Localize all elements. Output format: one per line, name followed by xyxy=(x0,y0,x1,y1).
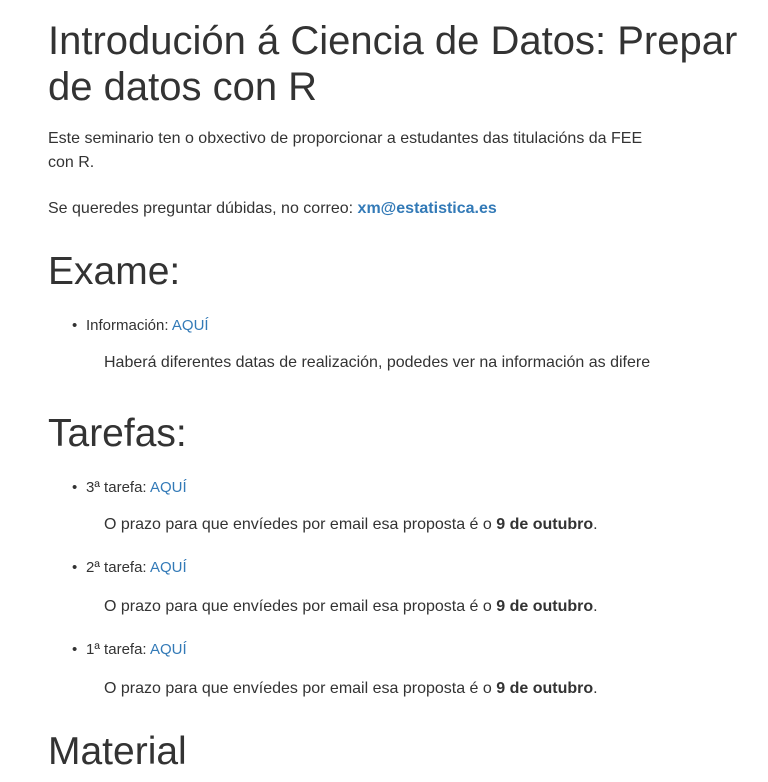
tarefa-3-deadline: 9 de outubro xyxy=(496,516,594,533)
page-title-line-2: de datos con R xyxy=(48,65,318,109)
bullet-icon: • xyxy=(72,641,78,658)
tarefa-3-note-text: O prazo para que envíedes por email esa proposta é o xyxy=(104,516,497,533)
tarefa-1-link[interactable]: AQUÍ xyxy=(149,641,187,658)
tarefa-2-link[interactable]: AQUÍ xyxy=(149,559,187,576)
tarefa-list-item-2 xyxy=(72,558,187,578)
tarefa-3-link[interactable]: AQUÍ xyxy=(149,479,187,496)
contact-text: Se queredes preguntar dúbidas, no correo: xyxy=(48,200,358,217)
intro-paragraph-line-1: Este seminario ten o obxectivo de proporcionar a estudantes das titulacións da FEE xyxy=(48,130,643,147)
tarefa-3-note xyxy=(104,514,598,536)
tarefa-3-label: 3ª tarefa: xyxy=(86,479,150,496)
tarefa-2-deadline: 9 de outubro xyxy=(496,598,594,615)
tarefa-1-note-end: . xyxy=(593,680,598,697)
exame-info-link[interactable]: AQUÍ xyxy=(171,317,209,334)
page-title xyxy=(48,18,768,110)
section-heading-exame: Exame: xyxy=(48,250,181,293)
tarefa-1-note-text: O prazo para que envíedes por email esa proposta é o xyxy=(104,680,497,697)
tarefa-1-label: 1ª tarefa: xyxy=(86,641,150,658)
tarefa-2-note xyxy=(104,596,598,618)
intro-paragraph-line-2: con R. xyxy=(48,154,95,171)
bullet-icon: • xyxy=(72,559,78,576)
section-heading-material: Material xyxy=(48,730,187,773)
tarefa-list-item-3 xyxy=(72,478,187,498)
tarefa-1-note xyxy=(104,678,598,700)
tarefa-2-label: 2ª tarefa: xyxy=(86,559,150,576)
tarefa-1-deadline: 9 de outubro xyxy=(496,680,594,697)
section-heading-tarefas: Tarefas: xyxy=(48,412,187,455)
page-title-line-1: Introdución á Ciencia de Datos: Prepar xyxy=(48,19,738,63)
tarefa-list-item-1 xyxy=(72,640,187,660)
exame-list-item xyxy=(72,316,209,336)
tarefa-2-note-text: O prazo para que envíedes por email esa proposta é o xyxy=(104,598,497,615)
contact-email-link[interactable]: xm@estatistica.es xyxy=(357,200,497,217)
bullet-icon: • xyxy=(72,317,78,334)
exame-item-label: Información: xyxy=(86,317,172,334)
contact-paragraph xyxy=(48,198,497,220)
exame-note: Haberá diferentes datas de realización, podedes ver na información as difere xyxy=(104,354,651,371)
tarefa-2-note-end: . xyxy=(593,598,598,615)
bullet-icon: • xyxy=(72,479,78,496)
tarefa-3-note-end: . xyxy=(593,516,598,533)
